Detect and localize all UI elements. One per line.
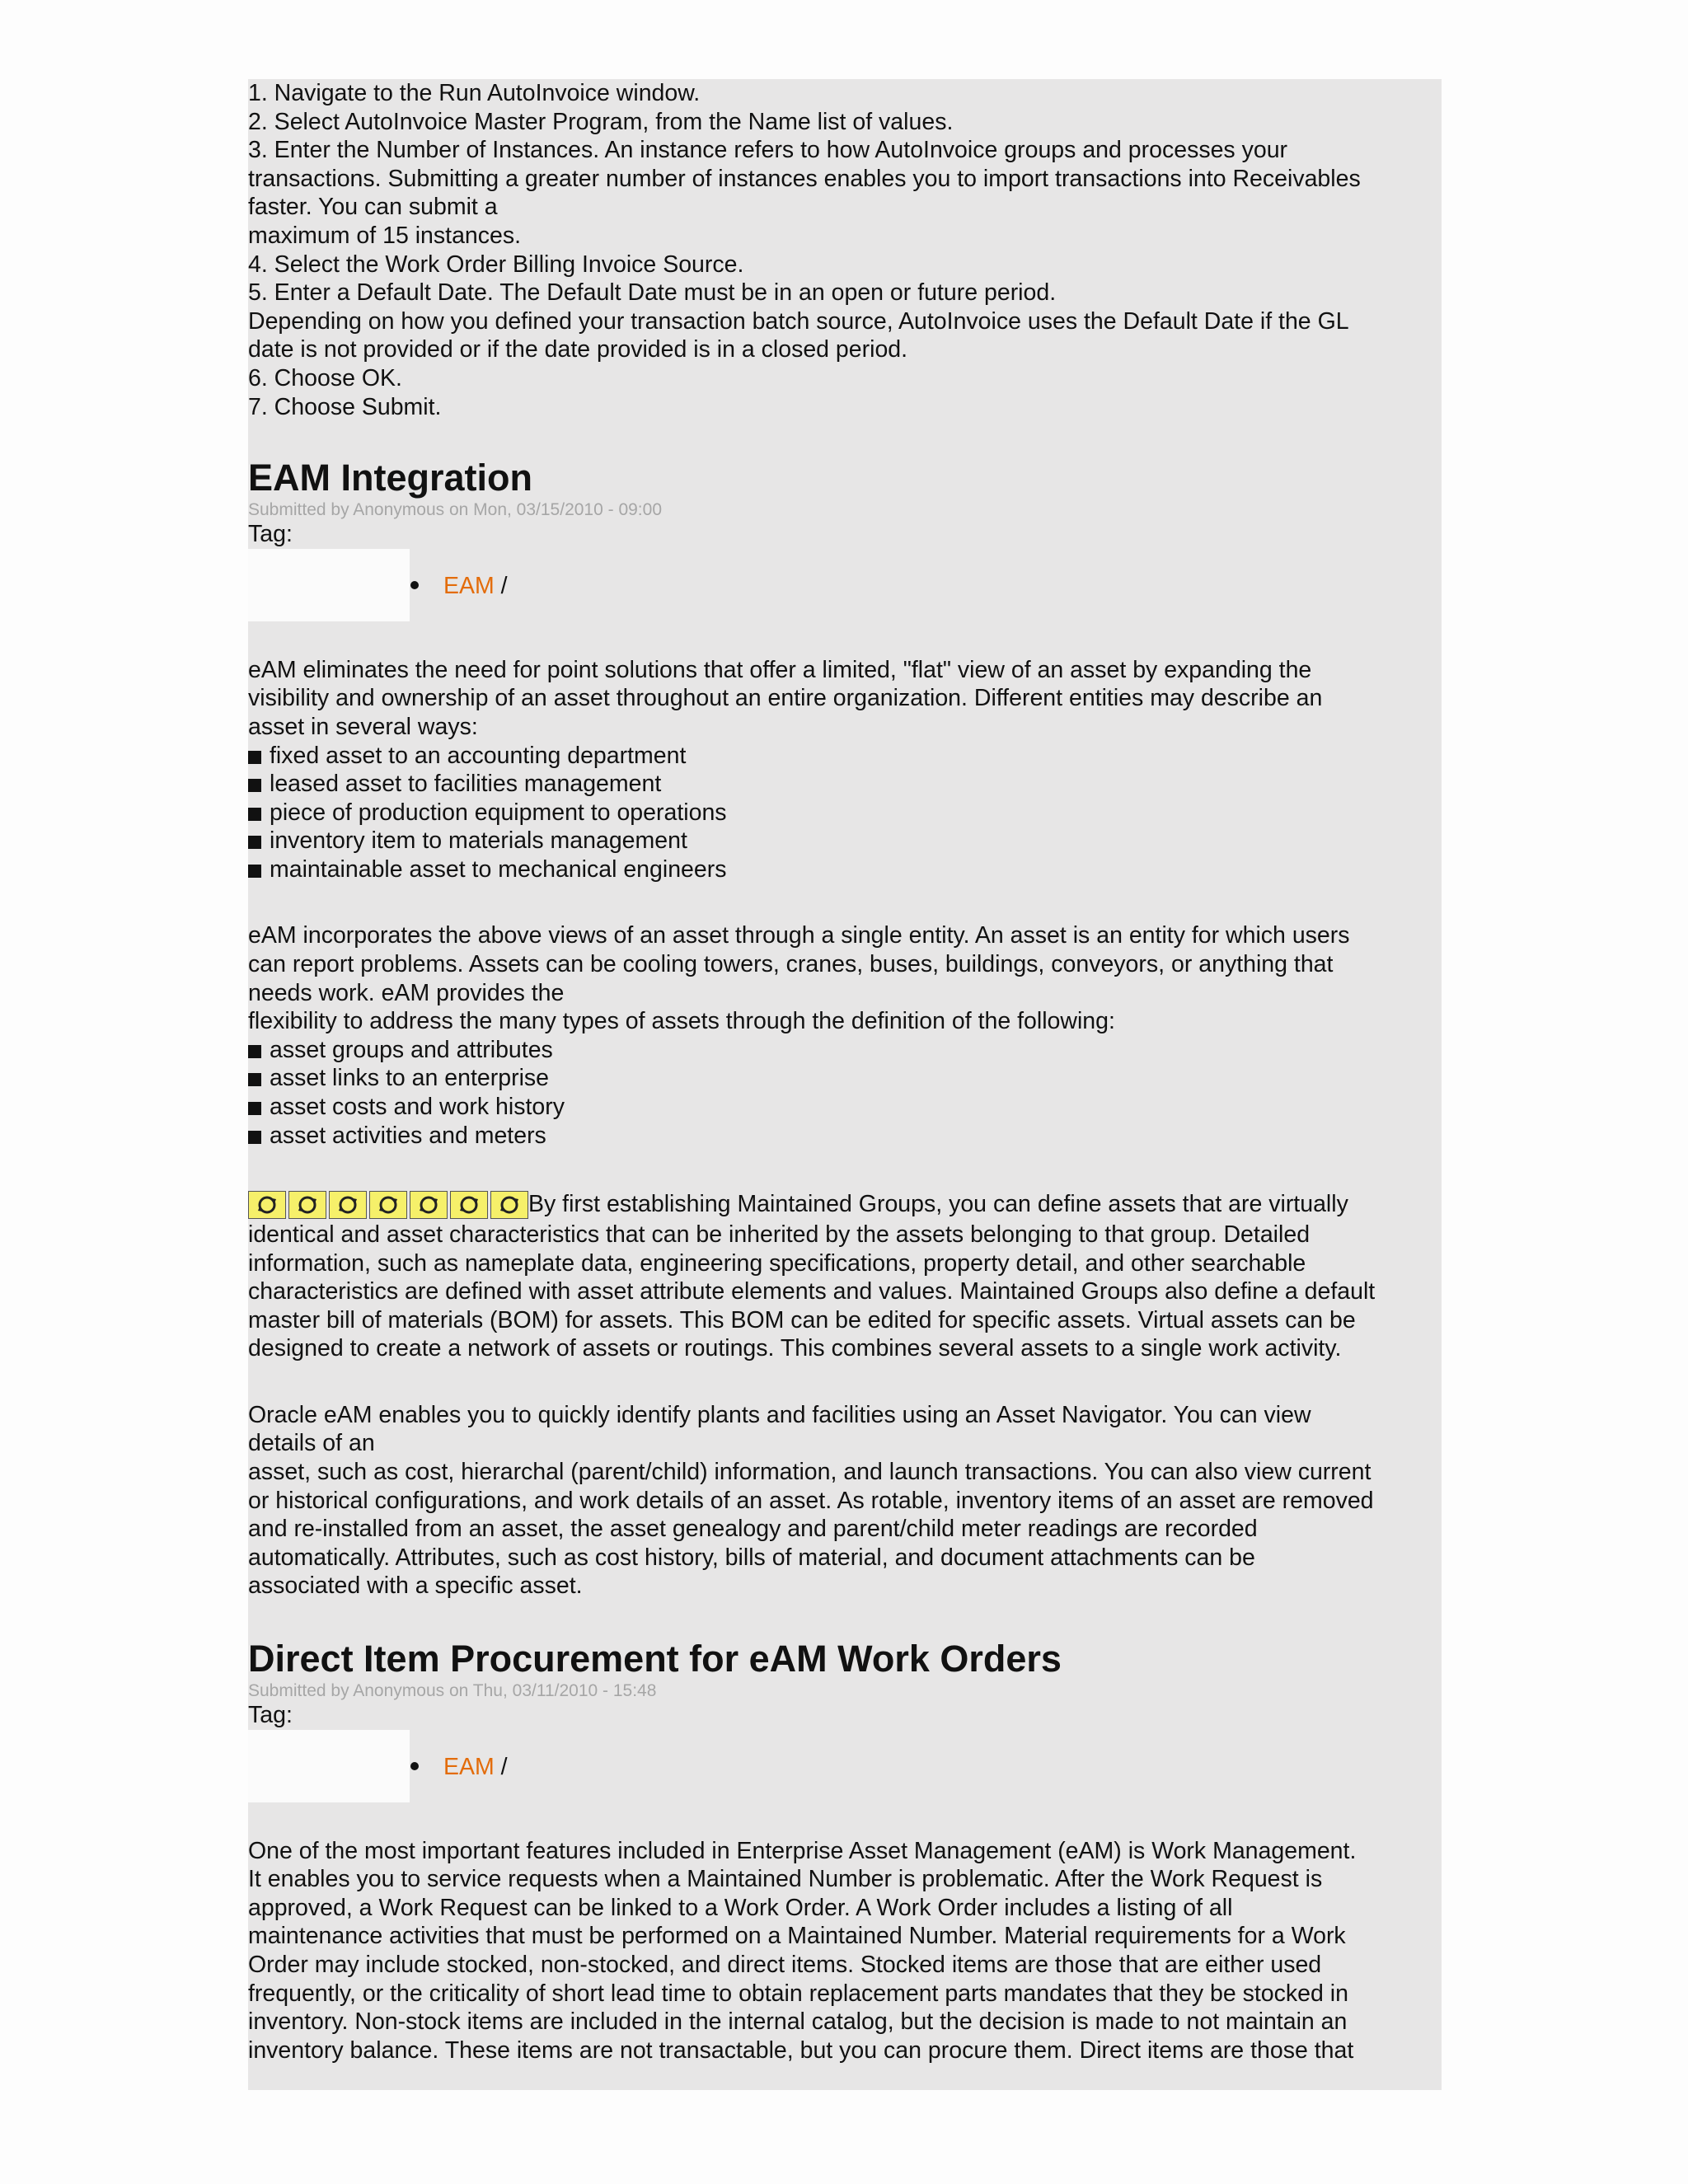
- refresh-icon[interactable]: [329, 1191, 367, 1219]
- post-title[interactable]: Direct Item Procurement for eAM Work Orders: [248, 1638, 1062, 1680]
- paragraph-line: or historical configurations, and work details of an asset. As rotable, inventory items of an asset are removed: [248, 1487, 1374, 1514]
- tag-spacer: [248, 1730, 410, 1802]
- step-line: 7. Choose Submit.: [248, 393, 442, 420]
- paragraph-line: can report problems. Assets can be cooling towers, cranes, buses, buildings, conveyors, or anything that: [248, 951, 1334, 978]
- paragraph-line: needs work. eAM provides the: [248, 979, 565, 1006]
- refresh-icon[interactable]: [410, 1191, 448, 1219]
- tag-link-eam[interactable]: EAM: [443, 1753, 495, 1780]
- paragraph-line: eAM eliminates the need for point solutions that offer a limited, "flat" view of an asset by expanding the: [248, 656, 1312, 683]
- paragraph-line: details of an: [248, 1430, 375, 1457]
- step-line: 2. Select AutoInvoice Master Program, from the Name list of values.: [248, 108, 954, 135]
- tag-separator: /: [494, 572, 508, 599]
- paragraph-line: approved, a Work Request can be linked to a Work Order. A Work Order includes a listing of all: [248, 1894, 1233, 1921]
- list-item: piece of production equipment to operations: [248, 799, 1442, 827]
- paragraph-line: asset, such as cost, hierarchal (parent/child) information, and launch transactions. You can also view current: [248, 1459, 1372, 1486]
- square-bullet-icon: [248, 808, 261, 821]
- paragraph-line: information, such as nameplate data, engineering specifications, property detail, and other searchable: [248, 1249, 1306, 1277]
- square-bullet-icon: [248, 1102, 261, 1115]
- tag-separator: /: [494, 1753, 508, 1780]
- bullet-icon: [410, 1762, 419, 1770]
- refresh-icon[interactable]: [288, 1191, 326, 1219]
- tag-label: Tag:: [248, 521, 293, 548]
- refresh-icon[interactable]: [369, 1191, 407, 1219]
- step-line: faster. You can submit a: [248, 194, 498, 221]
- tag-label: Tag:: [248, 1702, 293, 1729]
- list-item: maintainable asset to mechanical engineers: [248, 855, 1442, 884]
- list-item: asset links to an enterprise: [248, 1064, 1442, 1093]
- square-bullet-icon: [248, 779, 261, 792]
- paragraph-line: eAM incorporates the above views of an asset through a single entity. An asset is an entity for which users: [248, 922, 1350, 949]
- tag-link-eam[interactable]: EAM: [443, 572, 495, 599]
- post-title[interactable]: EAM Integration: [248, 457, 532, 499]
- steps-list: [248, 79, 1442, 421]
- list-item: asset groups and attributes: [248, 1036, 1442, 1065]
- tag-row: [248, 549, 1442, 621]
- paragraph-line: associated with a specific asset.: [248, 1572, 583, 1600]
- paragraph-line: One of the most important features included in Enterprise Asset Management (eAM) is Work Management.: [248, 1837, 1357, 1864]
- paragraph-line: inventory. Non-stock items are included in the internal catalog, but the decision is made to not maintain an: [248, 2008, 1348, 2036]
- paragraph-line: identical and asset characteristics that can be inherited by the assets belonging to that group. Detailed: [248, 1221, 1311, 1248]
- square-bullet-icon: [248, 1073, 261, 1086]
- paragraph-line: designed to create a network of assets or routings. This combines several assets to a single work activity.: [248, 1335, 1342, 1362]
- paragraph-line: Order may include stocked, non-stocked, and direct items. Stocked items are those that are either used: [248, 1952, 1322, 1979]
- square-bullet-icon: [248, 865, 261, 878]
- paragraph-line: characteristics are defined with asset attribute elements and values. Maintained Groups also define a default: [248, 1278, 1376, 1305]
- post-meta: Submitted by Anonymous on Thu, 03/11/2010 - 15:48: [248, 1681, 657, 1701]
- step-line: Depending on how you defined your transaction batch source, AutoInvoice uses the Default Date if the GL: [248, 307, 1349, 335]
- list-item: fixed asset to an accounting department: [248, 742, 1442, 771]
- paragraph-line: Oracle eAM enables you to quickly identify plants and facilities using an Asset Navigator. You can view: [248, 1401, 1311, 1428]
- paragraph-line: visibility and ownership of an asset throughout an entire organization. Different entities may describe an: [248, 685, 1323, 712]
- list-item: asset costs and work history: [248, 1093, 1442, 1122]
- step-line: 3. Enter the Number of Instances. An instance refers to how AutoInvoice groups and processes your: [248, 137, 1288, 164]
- paragraph-line: automatically. Attributes, such as cost history, bills of material, and document attachments can be: [248, 1544, 1255, 1571]
- bullet-icon: [410, 581, 419, 589]
- list-item: asset activities and meters: [248, 1122, 1442, 1151]
- post-meta: Submitted by Anonymous on Mon, 03/15/2010 - 09:00: [248, 500, 663, 520]
- tag-row: [248, 1730, 1442, 1802]
- icon-strip: [248, 1188, 528, 1218]
- tag-spacer: [248, 549, 410, 621]
- refresh-icon[interactable]: [450, 1191, 488, 1219]
- step-line: 6. Choose OK.: [248, 364, 402, 391]
- paragraph-first-line: By first establishing Maintained Groups, you can define assets that are virtually: [528, 1191, 1348, 1218]
- paragraph-line: maintenance activities that must be performed on a Maintained Number. Material requirements for a Work: [248, 1923, 1346, 1950]
- article-content: [248, 79, 1442, 2090]
- tag-list-item: [410, 572, 508, 600]
- step-line: 1. Navigate to the Run AutoInvoice window.: [248, 80, 701, 106]
- tag-list-item: [410, 1753, 508, 1781]
- paragraph-line: inventory balance. These items are not transactable, but you can procure them. Direct items are those that: [248, 2036, 1354, 2064]
- square-bullet-icon: [248, 1045, 261, 1058]
- paragraph-line: and re-installed from an asset, the asset genealogy and parent/child meter readings are recorded: [248, 1516, 1258, 1543]
- paragraph-line: flexibility to address the many types of assets through the definition of the following:: [248, 1008, 1115, 1035]
- paragraph-line: [248, 1189, 1442, 1221]
- paragraph-line: It enables you to service requests when a Maintained Number is problematic. After the Work Request is: [248, 1866, 1323, 1893]
- step-line: 5. Enter a Default Date. The Default Date must be in an open or future period.: [248, 279, 1057, 307]
- refresh-icon[interactable]: [490, 1191, 528, 1219]
- square-bullet-icon: [248, 1131, 261, 1144]
- step-line: date is not provided or if the date provided is in a closed period.: [248, 336, 908, 363]
- square-bullet-icon: [248, 836, 261, 849]
- step-line: transactions. Submitting a greater number of instances enables you to import transactions into Receivables: [248, 165, 1361, 192]
- list-item: inventory item to materials management: [248, 827, 1442, 855]
- refresh-icon[interactable]: [248, 1191, 286, 1219]
- paragraph-line: asset in several ways:: [248, 713, 478, 740]
- list-item: leased asset to facilities management: [248, 770, 1442, 799]
- paragraph-line: frequently, or the criticality of short lead time to obtain replacement parts mandates that they be stocked in: [248, 1980, 1348, 2007]
- square-bullet-icon: [248, 751, 261, 764]
- paragraph-line: master bill of materials (BOM) for assets. This BOM can be edited for specific assets. Virtual assets can be: [248, 1306, 1356, 1333]
- step-line: maximum of 15 instances.: [248, 222, 522, 249]
- step-line: 4. Select the Work Order Billing Invoice Source.: [248, 251, 744, 278]
